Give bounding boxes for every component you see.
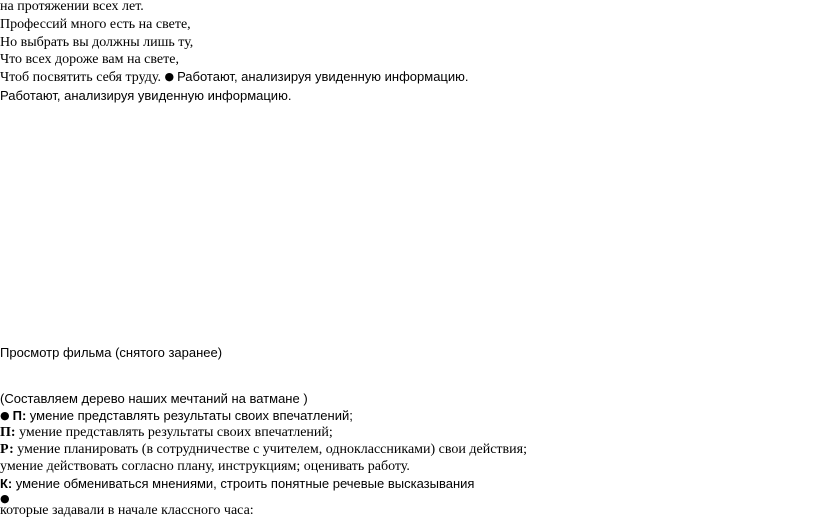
k-goal-text: умение обмениваться мнениями, строить понятные речевые высказывания <box>15 476 475 491</box>
poem-line-5-row <box>0 68 469 87</box>
film-view-line: Просмотр фильма (снятого заранее) <box>0 345 223 360</box>
k-goal-row <box>0 475 474 494</box>
r-label: Р: <box>0 442 14 457</box>
bullet-icon: ● <box>164 70 175 83</box>
poem-line-1: на протяжении всех лет. <box>0 0 144 14</box>
analysis-inline: Работают, анализируя увиденную информацию. <box>177 69 469 84</box>
r-goal-continuation: умение действовать согласно плану, инструкциям; оценивать работу. <box>0 459 410 474</box>
p-goal-text: умение представлять результаты своих впечатлений; <box>29 408 353 423</box>
closing-line: которые задавали в начале классного часа: <box>0 503 254 518</box>
r-goal-row <box>0 441 527 459</box>
p-goal-serif-row <box>0 424 333 442</box>
poem-line-2: Профессий много есть на свете, <box>0 17 191 32</box>
r-goal-text: умение планировать (в сотрудничестве с учителем, одноклассниками) свои действия; <box>17 442 527 457</box>
analysis-line: Работают, анализируя увиденную информацию. <box>0 88 292 103</box>
p-label: П: <box>12 408 27 423</box>
p-goal-text-serif: умение представлять результаты своих впечатлений; <box>19 425 333 440</box>
tree-task-line: (Составляем дерево наших мечтаний на ватмане ) <box>0 391 308 406</box>
bullet-icon: ● <box>0 409 10 422</box>
p-label-serif: П: <box>0 425 16 440</box>
poem-line-4: Что всех дороже вам на свете, <box>0 52 179 67</box>
bullet-icon: ● <box>0 492 10 505</box>
poem-line-3: Но выбрать вы должны лишь ту, <box>0 35 194 50</box>
poem-line-5: Чтоб посвятить себя труду. <box>0 70 161 85</box>
k-label: К: <box>0 476 13 491</box>
